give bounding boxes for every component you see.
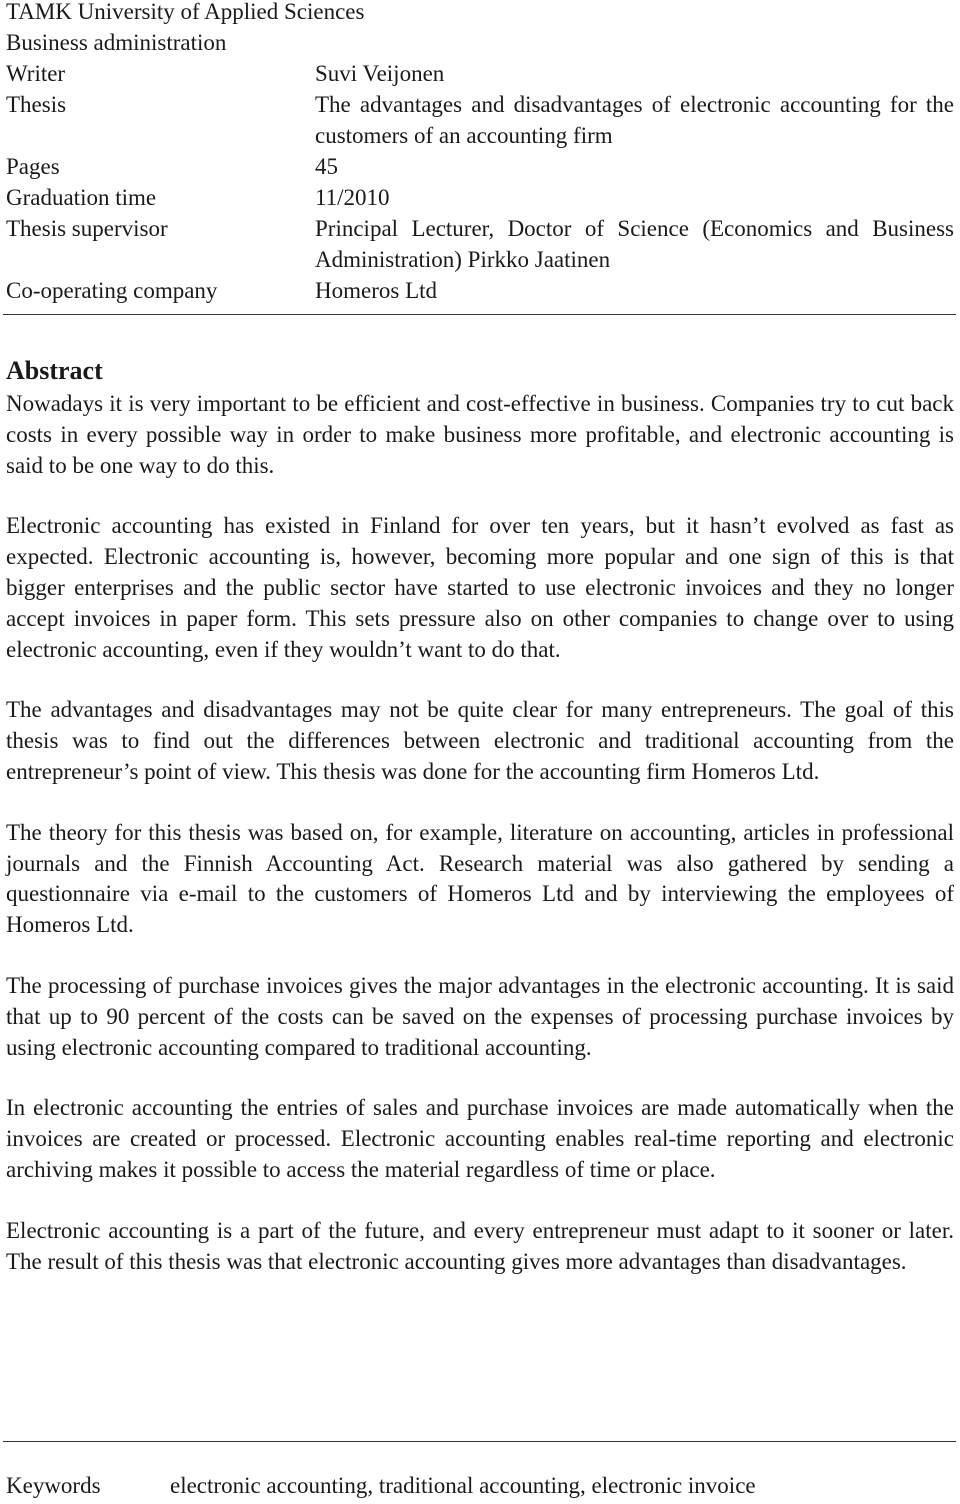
keywords-label: Keywords: [6, 1473, 101, 1498]
meta-label: Thesis: [6, 92, 67, 117]
meta-row-writer: [6, 58, 954, 89]
meta-row-thesis: [6, 89, 954, 151]
meta-row-company: [6, 275, 954, 306]
abstract-paragraph: In electronic accounting the entries of sales and purchase invoices are made automatically when the invoices are created or processed. Electronic accounting enables real-time reporting and electronic archiving makes it possible to access the material regardless of time or place.: [6, 1095, 954, 1182]
keywords-row: [6, 1470, 756, 1501]
meta-value: Homeros Ltd: [315, 278, 438, 303]
abstract-paragraph: The theory for this thesis was based on, for example, literature on accounting, articles in professional journals and the Finnish Accounting Act. Research material was also gathered by sending a questionnaire via e-mail to the customers of Homeros Ltd and by interviewing the employees of Homeros Ltd.: [6, 819, 954, 938]
meta-row-pages: [6, 151, 954, 182]
meta-value: Suvi Veijonen: [315, 61, 445, 86]
meta-label: Pages: [6, 154, 60, 179]
institution-name: TAMK University of Applied Sciences: [6, 0, 365, 24]
meta-label: Graduation time: [6, 185, 157, 210]
abstract-title: Abstract: [6, 356, 103, 385]
keywords-value: electronic accounting, traditional accounting, electronic invoice: [170, 1473, 756, 1498]
meta-row-graduation-time: [6, 182, 954, 213]
meta-label: Co-operating company: [6, 278, 218, 303]
abstract-paragraph: Electronic accounting has existed in Finland for over ten years, but it hasn’t evolved as fast as expected. Electronic accounting is, however, becoming more popular and one sign of this is that bigger enterprises and the public sector have started to use electronic invoices and they no longer accept invoices in paper form. This sets pressure also on other companies to change over to using electronic accounting, even if they wouldn’t want to do that.: [6, 513, 954, 662]
divider-top: [3, 314, 956, 315]
abstract-paragraph: Electronic accounting is a part of the future, and every entrepreneur must adapt to it sooner or later. The result of this thesis was that electronic accounting gives more advantages than disadvantages.: [6, 1217, 954, 1274]
meta-value: 45: [315, 154, 338, 179]
divider-bottom: [3, 1441, 956, 1442]
meta-row-supervisor: [6, 213, 954, 275]
abstract-paragraph: The processing of purchase invoices gives the major advantages in the electronic accounting. It is said that up to 90 percent of the costs can be saved on the expenses of processing purchase invoices by using electronic accounting compared to traditional accounting.: [6, 972, 954, 1060]
abstract-paragraph: The advantages and disadvantages may not be quite clear for many entrepreneurs. The goal of this thesis was to find out the differences between electronic and traditional accounting from the entrepreneur’s point of view. This thesis was done for the accounting firm Homeros Ltd.: [6, 697, 954, 784]
department-name: Business administration: [6, 30, 227, 55]
abstract-paragraph: Nowadays it is very important to be efficient and cost-effective in business. Companies try to cut back costs in every possible way in order to make business more profitable, and electronic accounting is said to be one way to do this.: [6, 391, 954, 478]
meta-label: Thesis supervisor: [6, 216, 168, 241]
meta-value: Principal Lecturer, Doctor of Science (Economics and Business Administration) Pirkko Jaatinen: [315, 216, 954, 272]
meta-value: 11/2010: [315, 185, 390, 210]
meta-value: The advantages and disadvantages of electronic accounting for the customers of an accounting firm: [315, 92, 954, 148]
meta-label: Writer: [6, 61, 66, 86]
abstract-body: [6, 389, 954, 1307]
